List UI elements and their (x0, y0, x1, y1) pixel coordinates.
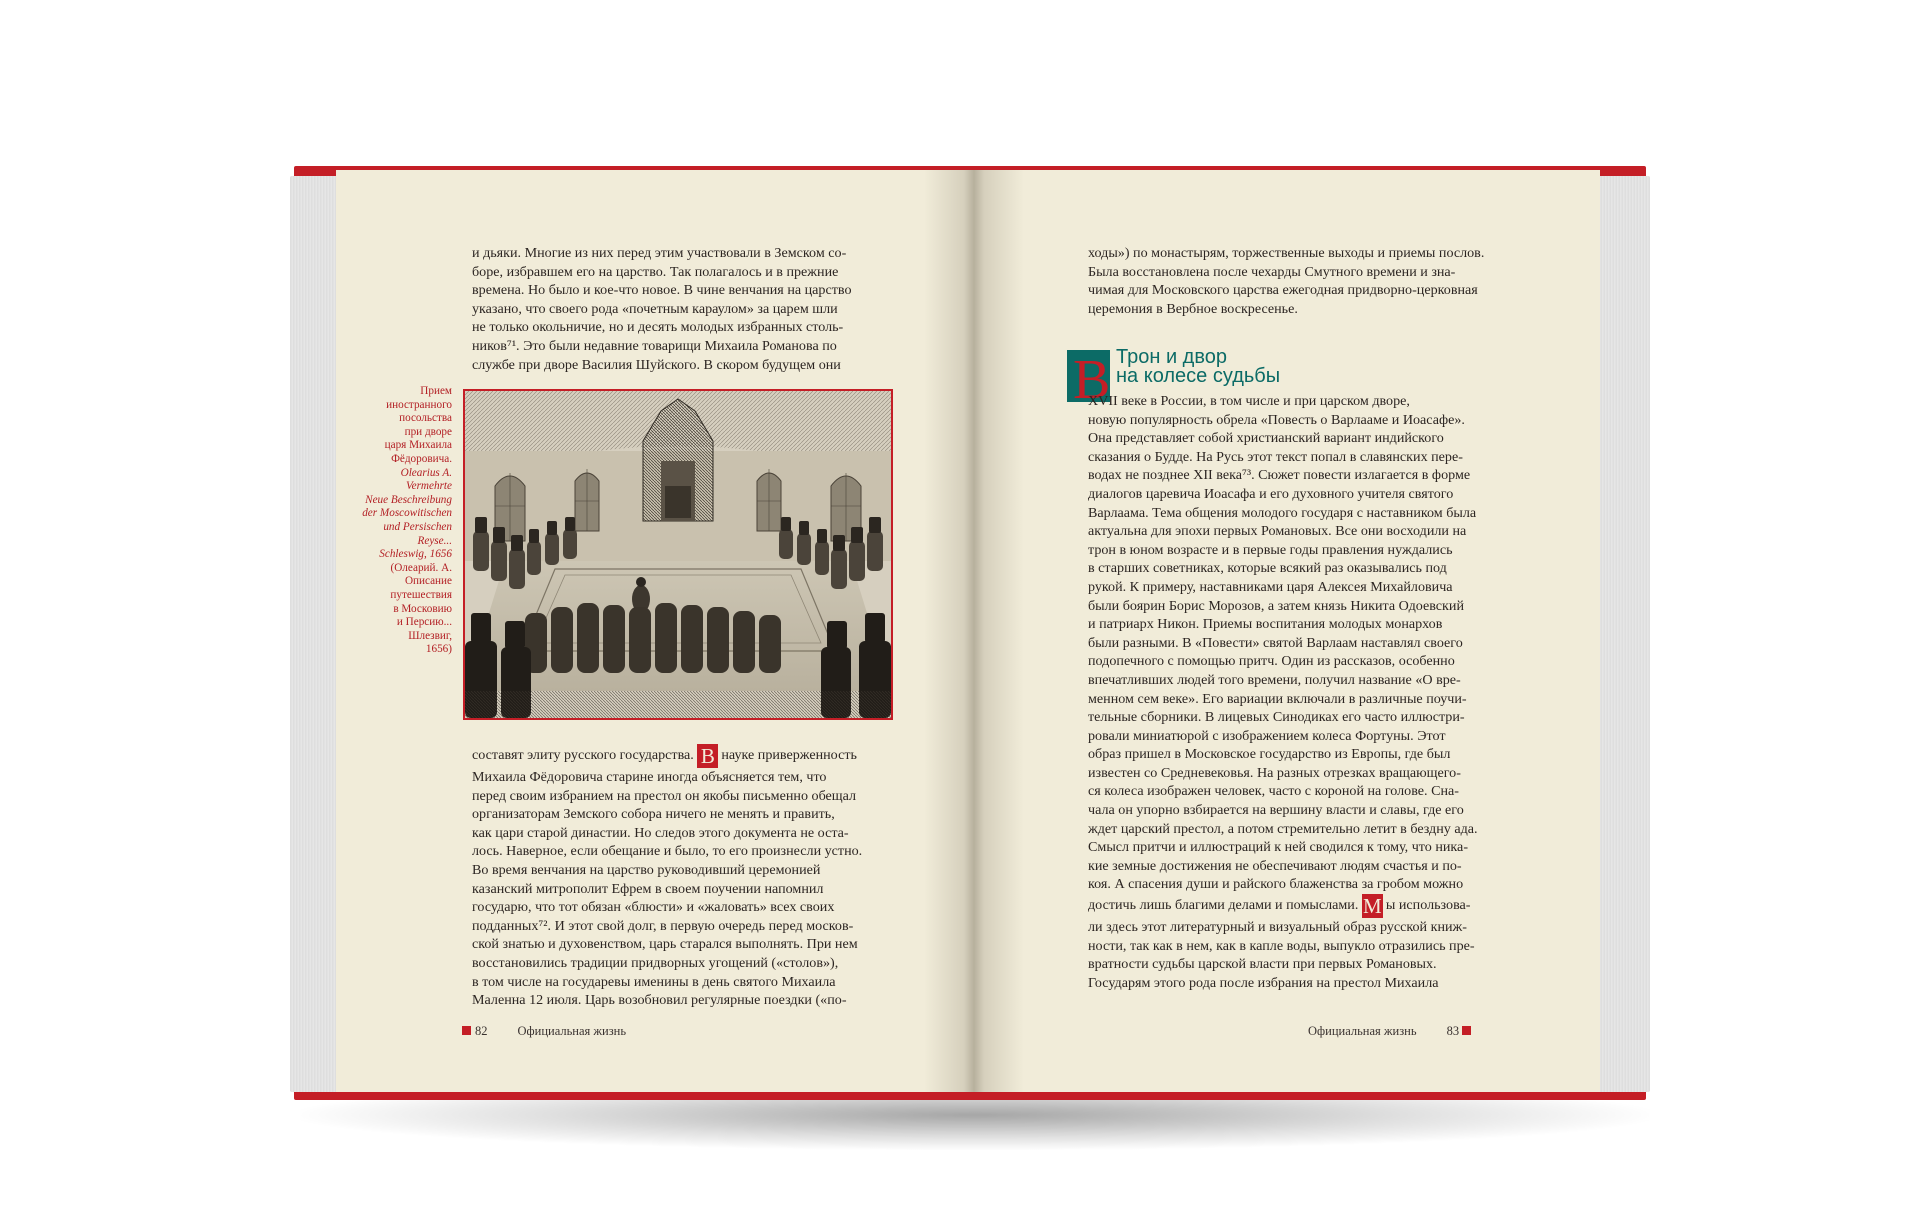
text-line: как цари старой династии. Но следов этого документа не оста- (472, 824, 849, 841)
text-line: диалогов царевича Иоасафа и его духовного учителя святого (1088, 485, 1454, 502)
section-heading (1116, 348, 1280, 386)
text-line: актуальна для эпохи первых Романовых. Все они восходили на (1088, 523, 1467, 540)
caption-line: путешествия (390, 588, 452, 601)
page-number-right: 83 (1446, 1024, 1460, 1038)
footer-square-icon (1462, 1026, 1471, 1035)
right-body-paragraph (1088, 392, 1505, 992)
text-line: были боярин Борис Морозов, а затем князь Никита Одоевский (1088, 597, 1464, 614)
caption-line: Vermehrte (406, 480, 452, 493)
caption-line: Шлезвиг, (408, 629, 452, 642)
text-line: не только окольничие, но и десять молодых избранных столь- (472, 319, 844, 336)
caption-line: иностранного (386, 398, 452, 411)
text-line: водах не позднее XII века⁷³. Сюжет повести излагается в форме (1088, 467, 1471, 484)
text-line: сказания о Будде. На Русь этот текст попал в славянских пере- (1088, 448, 1463, 465)
text-line: чала он упорно взбирается на вершину власти и славы, где его (1088, 802, 1464, 819)
text-line: ской знатью и духовенством, царь старался выполнять. При нем (472, 936, 858, 953)
text-line: впечатливших людей того времени, получил название «О вре- (1088, 671, 1461, 688)
text-line: лось. Наверное, если обещание и было, то его произнесли устно. (472, 843, 863, 860)
text-line: в старших советниках, которые всякий раз оказывались под (1088, 560, 1447, 577)
caption-line: Прием (420, 385, 452, 397)
text-line: Варлаама. Тема общения молодого государя с наставником была (1088, 504, 1477, 521)
text-line: Была восстановлена после чехарды Смутного времени и зна- (1088, 263, 1456, 280)
left-bottom-first-after: науке приверженность (721, 747, 857, 763)
embassy-reception-engraving (465, 391, 891, 718)
left-bottom-paragraph (472, 744, 887, 1010)
text-line: и дьяки. Многие из них перед этим участвовали в Земском со- (472, 245, 847, 261)
text-line: службе при дворе Василия Шуйского. В скором будущем они (472, 356, 841, 373)
text-line: Михаила Фёдоровича старине иногда объясняется тем, что (472, 769, 827, 785)
caption-line: и Персию... (396, 616, 452, 629)
caption-line: Фёдоровича. (391, 452, 452, 465)
caption-line: 1656) (425, 643, 452, 656)
text-line: Она представляет собой христианский вариант индийского (1088, 430, 1444, 447)
caption-line: und Persischen (383, 520, 452, 533)
text-line: ся колеса изображен человек, часто с короной на голове. Сна- (1088, 783, 1459, 800)
text-line (1088, 894, 1505, 918)
text-line: ждет царский престол, а потом стремительно летит в бездну ада. (1088, 820, 1478, 837)
text-line: указано, что своего рода «почетным караулом» за царем шли (472, 300, 838, 317)
text-line: восстановились традиции придворных угощений («столов»), (472, 954, 839, 971)
illustration-caption (356, 385, 452, 657)
mid-line-before: достичь лишь благими делами и помыслами. (1088, 897, 1362, 914)
left-top-paragraph (472, 244, 887, 374)
inline-dropcap-m: М (1363, 894, 1382, 919)
text-line: ников⁷¹. Это были недавние товарищи Михаила Романова по (472, 337, 837, 354)
text-line: ности, так как в нем, как в капле воды, выпукло отразились пре- (1088, 937, 1475, 954)
caption-line: Olearius A. (400, 466, 452, 479)
text-line: организаторам Земского собора ничего не менять и править, (472, 806, 835, 823)
running-title-left: Официальная жизнь (517, 1024, 627, 1038)
page-number-left: 82 (475, 1024, 488, 1038)
left-page-footer (462, 1024, 626, 1039)
mid-line-after: ы использова- (1385, 897, 1471, 914)
text-line: государю, что тот обязан «блюсти» и «жаловать» всех своих (472, 899, 835, 916)
text-line: тельные сборники. В лицевых Синодиках его часто иллюстри- (1088, 709, 1465, 726)
text-line: ровали миниатюрой с изображением колеса Фортуны. Этот (1088, 727, 1446, 744)
text-line: перед своим избранием на престол он якобы письменно обещал (472, 787, 857, 804)
right-page-footer (1308, 1024, 1471, 1039)
caption-line: в Московию (393, 602, 452, 615)
running-title-right: Официальная жизнь (1308, 1024, 1417, 1038)
text-line: Во время венчания на царство руководивший церемонией (472, 861, 821, 878)
text-line: Смысл притчи и иллюстраций к ней сводился к тому, что ника- (1088, 839, 1469, 856)
text-line: церемония в Вербное воскресенье. (1088, 300, 1298, 317)
caption-line: при дворе (404, 425, 452, 438)
text-line: рукой. К примеру, наставниками царя Алексея Михайловича (1088, 578, 1453, 595)
text-line: ли здесь этот литературный и визуальный образ русской книж- (1088, 919, 1467, 936)
text-line: вратности судьбы царской власти при первых Романовых. (1088, 956, 1437, 973)
text-line: образ пришел в Московское государство из Европы, где был (1088, 746, 1451, 763)
text-line: времена. Но было и кое-что новое. В чине венчания на царство (472, 282, 852, 299)
text-line: подданных⁷². И этот свой долг, в первую очередь перед москов- (472, 917, 854, 934)
section-dropcap-letter: В (1073, 350, 1110, 402)
text-line: известен со Средневековья. На разных отрезках вращающего- (1088, 764, 1461, 781)
text-line: ходы») по монастырям, торжественные выходы и приемы послов. (1088, 245, 1485, 261)
caption-line: Schleswig, 1656 (379, 548, 452, 561)
text-line: в том числе на государевы именины в день святого Михаила (472, 973, 836, 990)
text-line: и патриарх Никон. Приемы воспитания молодых монархов (1088, 616, 1443, 633)
text-line: XVII веке в России, в том числе и при царском дворе, (1088, 393, 1410, 409)
text-line: боре, избравшем его на царство. Так полагалось и в прежние (472, 263, 839, 280)
text-line: коя. А спасения души и райского блаженства за гробом можно (1088, 876, 1464, 893)
caption-line: Reyse... (417, 534, 452, 547)
caption-line: Описание (404, 575, 452, 588)
text-line: были разными. В «Повести» святой Варлаам наставлял своего (1088, 634, 1463, 651)
engraving-illustration (463, 389, 893, 720)
text-line: чимая для Московского царства ежегодная придворно-церковная (1088, 282, 1478, 299)
text-line: Маленна 12 июля. Царь возобновил регулярные поездки («по- (472, 992, 847, 1009)
right-top-paragraph (1088, 244, 1505, 318)
text-line: кие земные достижения не обеспечивают людям счастья и по- (1088, 857, 1462, 874)
text-line: менном сем веке». Его вариации включали в различные поучи- (1088, 690, 1467, 707)
inline-dropcap-v: В (697, 744, 718, 768)
text-line: казанский митрополит Ефрем в своем поучении напомнил (472, 880, 824, 897)
caption-line: der Moscowitischen (362, 507, 452, 520)
text-line: подопечного с помощью притч. Один из рассказов, особенно (1088, 653, 1455, 670)
caption-line: Neue Beschreibung (365, 493, 452, 506)
section-heading-line2: на колесе судьбы (1116, 365, 1281, 387)
text-line: Государям этого рода после избрания на престол Михаила (1088, 974, 1439, 991)
text-line: новую популярность обрела «Повесть о Варлааме и Иоасафе». (1088, 411, 1465, 428)
text-line: трон в юном возрасте и в первые годы правления нуждались (1088, 541, 1453, 558)
footer-square-icon (462, 1026, 471, 1035)
section-heading-line1: Трон и двор (1116, 346, 1227, 368)
left-bottom-first-text: составят элиту русского государства. (472, 747, 694, 763)
caption-line: (Олеарий. А. (390, 561, 452, 574)
caption-line: посольства (399, 412, 452, 425)
caption-line: царя Михаила (384, 439, 452, 452)
